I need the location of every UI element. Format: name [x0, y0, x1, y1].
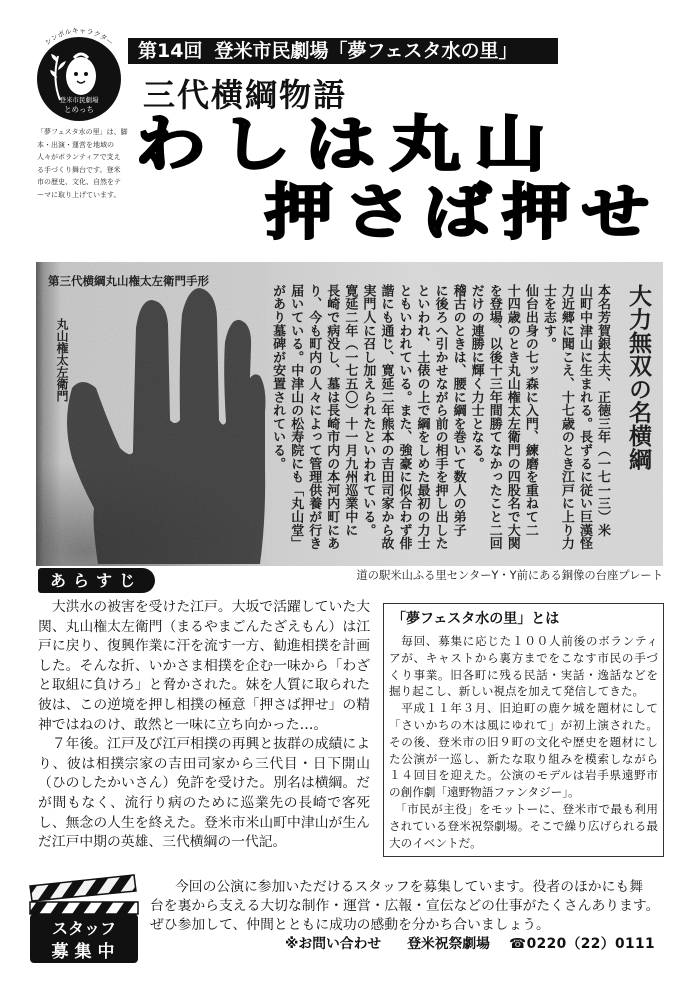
synopsis-line: が間もなく、流行り病のために巡業先の長崎で客死: [38, 794, 370, 811]
plate-text-column: 士を志す。: [540, 284, 556, 351]
plate-text-column: ともいわれている。また、強豪に似合わず俳: [396, 284, 412, 550]
about-line: その後、登米市の旧９町の文化や歴史を題材にし: [389, 734, 658, 749]
synopsis-label: あらすじ: [38, 568, 155, 593]
about-text: [389, 633, 658, 851]
handprint-title: 第三代横綱丸山権太左衛門手形: [48, 274, 209, 288]
event-title: 登米市民劇場「夢フェスタ水の里」: [214, 40, 518, 62]
plate-text-column: だけの連勝に輝く力士となる。: [468, 284, 484, 471]
recruit-line: ぜひ参加して、仲間とともに成功の感動を分かち合いましょう。: [150, 917, 550, 933]
handprint-name: 丸山権太左衛門: [55, 318, 69, 402]
about-line: た公演が一巡し、新たな取り組みを模索しながら: [389, 751, 658, 766]
intro-note: [37, 126, 135, 201]
event-edition: 第14回: [138, 40, 203, 62]
clapperboard-icon: [26, 870, 144, 965]
plate-text-column: に後ろへ引かせながら前の相手を押し出した: [432, 284, 448, 550]
about-line: されている登米祝祭劇場。そこで繰り広げられる最: [389, 818, 658, 833]
synopsis-line: 大洪水の被害を受けた江戸。大坂で活躍していた大: [38, 599, 370, 615]
contact-label: ※お問い合わせ: [285, 936, 382, 952]
contact-venue: 登米祝祭劇場: [407, 936, 490, 952]
mascot-name: とめっち: [64, 105, 94, 114]
intro-note-line: る手づくり舞台です。登米: [37, 165, 121, 174]
about-line: 大のイベントだ。: [389, 835, 482, 850]
contact-phone: ☎0220（22）0111: [508, 936, 655, 952]
synopsis-line: だ江戸中期の英雄、三代横綱の一代記。: [38, 834, 287, 851]
synopsis-line: 戸に戻り、復興作業に汗を流す一方、勧進相撲を計画: [38, 638, 370, 655]
synopsis-line: ７年後。江戸及び江戸相撲の再興と抜群の成績によ: [38, 736, 370, 753]
recruit-text: [150, 878, 662, 954]
photo-caption: 道の駅米山ふる里センターY・Y前にある銅像の台座プレート: [356, 569, 663, 582]
mascot-emblem: [30, 22, 130, 124]
intro-note-line: ーマに取り上げています。: [37, 190, 121, 199]
synopsis-line: 神ではねのけ、敢然と一味に立ち向かった…。: [38, 716, 328, 733]
plate-text-column: 力近郷に聞こえ、十七歳のとき江戸に上り力: [558, 284, 574, 550]
plate-text-column: 諧にも通じ、寛延二年熊本の吉田司家から故: [378, 284, 394, 550]
about-line: 平成１１年３月、旧迫町の鹿ケ城を題材にして: [389, 701, 658, 716]
about-box: [383, 603, 664, 857]
about-heading: 「夢フェスタ水の里」とは: [392, 611, 560, 627]
synopsis-line: （ひのしたかいさん）免許を受けた。別名は横綱。だ: [38, 775, 370, 792]
synopsis-line: り、彼は相撲宗家の吉田司家から三代目・日下開山: [38, 755, 370, 772]
plate-text-column: 稽古のときは、腰に綱を巻いて数人の弟子: [450, 284, 466, 537]
plate-text-column: 寛延二年（一七五〇）十一月九州巡業中に: [342, 284, 358, 537]
plate-text-column: があり墓碑が安置されている。: [270, 284, 286, 471]
event-banner: [128, 38, 558, 64]
intro-note-line: 人々がボランティアで支え: [37, 153, 121, 161]
recruit-badge-line-2: 募集中: [51, 942, 121, 962]
plate-text-column: 実門人に召し加えられたといわれている。: [360, 284, 376, 537]
about-line: １４回目を迎えた。公演のモデルは岩手県遠野市: [389, 768, 658, 783]
plate-text-column: 十四歳のとき丸山権太左衛門の四股名で大関: [504, 284, 520, 550]
synopsis-line: した。そんな折、いかさま相撲を企む一味から「わざ: [38, 657, 370, 674]
plate-text-column: 山町中津山に生まれる。長ずるに従い巨漢怪: [576, 284, 592, 550]
intro-note-line: 「夢フェスタ水の里」は、脚: [37, 128, 128, 136]
contact-row: [285, 935, 662, 954]
about-line: くり事業。旧各町に残る民話・実話・逸話などを: [389, 667, 658, 682]
about-line: アが、キャストから裏方までをこなす市民の手づ: [389, 650, 658, 665]
plate-text-column: 仙台出身の七ッ森に入門、練磨を重ねて二: [522, 284, 538, 537]
plate-photo: [36, 262, 663, 566]
mascot-caption: シンボルキャラクター: [43, 26, 115, 48]
recruit-badge-line-1: スタッフ: [51, 919, 117, 938]
plate-text-column: 本名芳賀銀太夫、正徳三年（一七一三）米: [595, 284, 610, 537]
page-subtitle: 三代横綱物語: [143, 76, 348, 114]
headline-line-2: 押さば押せ: [265, 178, 661, 248]
synopsis-line: と取組に負けろ」と脅かされた。妹を人質に取られた: [38, 677, 370, 694]
about-line: 「市民が主役」をモットーに、登米市で最も利用: [389, 801, 658, 816]
plate-text: [268, 284, 611, 552]
intro-note-line: 市の歴史、文化、自然をテ: [37, 178, 121, 186]
plate-text-column: を登場、以後十三年間勝てなかったこと二回: [486, 284, 502, 550]
recruit-line: 台を裏から支える大切な制作・運営・広報・宣伝などの仕事がたくさんあります。: [150, 898, 660, 914]
plate-text-column: といわれ、土俵の上で綱をしめた最初の力士: [414, 284, 430, 550]
about-line: 「さいかちの木は風にゆれて」が初上演された。: [389, 717, 658, 732]
synopsis-line: 彼は、この逆境を押し相撲の極意「押さば押せ」の精: [38, 696, 370, 713]
handprint-icon: [36, 262, 266, 566]
synopsis-line: 関、丸山権太左衛門（まるやまごんたざえもん）は江: [38, 618, 370, 635]
synopsis-line: し、無念の人生を終えた。登米市米山町中津山が生ん: [38, 814, 370, 831]
plate-text-column: 届いている。中津山の松寿院にも「丸山堂」: [288, 284, 304, 550]
about-line: 毎回、募集に応じた１００人前後のボランティ: [389, 634, 658, 648]
headline-line-1: わしは丸山: [135, 110, 560, 180]
plate-text-column: り、今も町内の人々によって管理供養が行き: [306, 284, 322, 550]
synopsis-text: [38, 598, 370, 853]
about-line: 掘り起こし、新しい視点を加えて発信してきた。: [389, 684, 645, 699]
plate-heading: 大力無双の名横綱: [625, 284, 652, 471]
about-line: の創作劇「遠野物語ファンタジー」。: [389, 785, 580, 800]
intro-note-line: 本・出演・運営を地域の: [37, 140, 114, 149]
plate-text-column: 長崎で病没し、墓は長崎市内の本河内町にあ: [324, 284, 340, 550]
mascot-org: 登米市民劇場: [59, 96, 99, 104]
recruit-line: 今回の公演に参加いただけるスタッフを募集しています。役者のほかにも舞: [175, 879, 643, 895]
